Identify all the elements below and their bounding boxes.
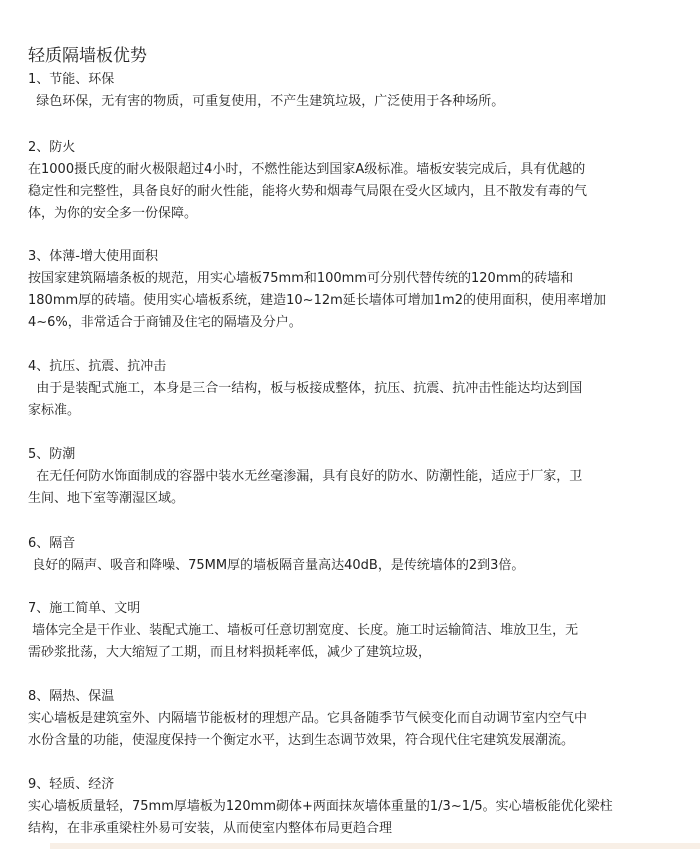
section-moisture-proof	[28, 444, 678, 510]
section-body-line: 绿色环保，无有害的物质，可重复使用，不产生建筑垃圾，广泛使用于各种场所。	[28, 94, 505, 109]
section-body-line: 稳定性和完整性，具备良好的耐火性能，能将火势和烟毒气局限在受火区域内，且不散发有毒的气	[28, 184, 588, 199]
section-body-line: 生间、地下室等潮湿区域。	[28, 491, 185, 506]
article-title: 轻质隔墙板优势	[28, 46, 147, 66]
section-simple-construction	[28, 598, 678, 664]
section-body-line: 180mm厚的砖墙。使用实心墙板系统，建造10~12m延长墙体可增加1m2的使用面积，使用率增加	[28, 293, 606, 308]
section-heading: 4、抗压、抗震、抗冲击	[28, 359, 167, 374]
section-body-line: 良好的隔声、吸音和降噪、75MM厚的墙板隔音量高达40dB，是传统墙体的2到3倍。	[28, 558, 525, 573]
section-pressure-resistance	[28, 356, 678, 422]
section-body-line: 4~6%，非常适合于商铺及住宅的隔墙及分户。	[28, 315, 302, 330]
section-body-line: 墙体完全是干作业、装配式施工、墙板可任意切割宽度、长度。施工时运输简洁、堆放卫生，无	[28, 623, 579, 638]
section-body-line: 体，为你的安全多一份保障。	[28, 206, 198, 221]
section-body-line: 按国家建筑隔墙条板的规范，用实心墙板75mm和100mm可分别代替传统的120mm的砖墙和	[28, 271, 574, 286]
section-heading: 9、轻质、经济	[28, 777, 115, 792]
section-sound-insulation	[28, 533, 678, 577]
section-body-line: 水份含量的功能，使湿度保持一个衡定水平，达到生态调节效果，符合现代住宅建筑发展潮流。	[28, 733, 575, 748]
bottom-divider-strip	[50, 843, 700, 849]
section-body-line: 结构，在非承重梁柱外易可安装，从而使室内整体布局更趋合理	[28, 821, 393, 836]
section-lightweight-economy	[28, 774, 678, 840]
section-heading: 7、施工简单、文明	[28, 601, 141, 616]
section-body-line: 实心墙板是建筑室外、内隔墙节能板材的理想产品。它具备随季节气候变化而自动调节室内空气中	[28, 711, 588, 726]
section-thin-body	[28, 246, 678, 334]
section-fireproof	[28, 137, 678, 225]
section-body-line: 需砂浆批荡，大大缩短了工期，而且材料损耗率低，减少了建筑垃圾，	[28, 645, 432, 660]
section-body-line: 在1000摄氏度的耐火极限超过4小时，不燃性能达到国家A级标准。墙板安装完成后，具有优越的	[28, 162, 586, 177]
section-heading: 1、节能、环保	[28, 72, 115, 87]
section-body-line: 由于是装配式施工，本身是三合一结构，板与板接成整体，抗压、抗震、抗冲击性能达均达到国	[28, 381, 583, 396]
section-heading: 8、隔热、保温	[28, 689, 115, 704]
section-body-line: 在无任何防水饰面制成的容器中装水无丝毫渗漏，具有良好的防水、防潮性能，适应于厂家，卫	[28, 469, 583, 484]
section-heat-insulation	[28, 686, 678, 752]
section-heading: 5、防潮	[28, 447, 76, 462]
section-heading: 3、体薄-增大使用面积	[28, 249, 158, 264]
section-body-line: 家标准。	[28, 403, 81, 418]
section-body-line: 实心墙板质量轻，75mm厚墙板为120mm砌体+两面抹灰墙体重量的1/3~1/5。实心墙板能优化梁柱	[28, 799, 613, 814]
section-heading: 2、防火	[28, 140, 76, 155]
section-energy-saving	[28, 69, 678, 113]
section-heading: 6、隔音	[28, 536, 76, 551]
